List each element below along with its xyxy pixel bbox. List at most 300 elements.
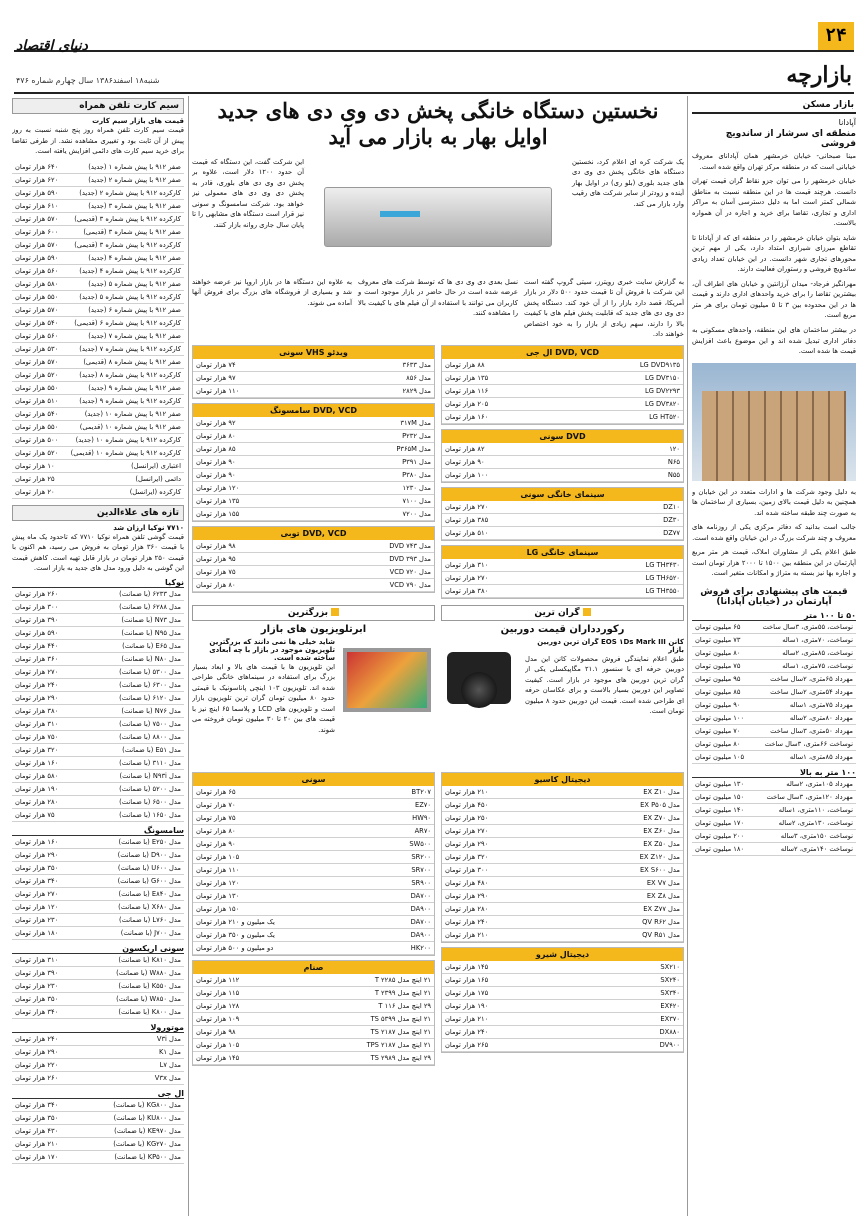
table-row <box>12 795 184 808</box>
item-name: مدل N۷۶ (با ضمانت) <box>84 704 184 717</box>
table-row <box>442 961 683 974</box>
table-row <box>692 842 856 855</box>
item-price: ۱۸۰ میلیون تومان <box>692 842 753 855</box>
table-row <box>442 837 683 850</box>
item-price: ۵۱۰ هزار تومان <box>12 394 63 407</box>
item-name: مدل N۹۵ (با ضمانت) <box>84 626 184 639</box>
item-price: ۵۶۰ هزار تومان <box>12 329 63 342</box>
table-heading: DVD, VCD توبی <box>193 527 434 540</box>
camera-photo <box>441 638 521 766</box>
item-name: مدل KP۵۰۰ (با ضمانت) <box>81 1150 184 1163</box>
item-name: HK۲۰۰ <box>375 941 434 954</box>
item-name: مدل QV R۵۱ <box>566 928 683 941</box>
table-row <box>692 711 856 724</box>
item-price: ۷۴ هزار تومان <box>193 359 335 372</box>
item-price: ۱۱۰ هزار تومان <box>193 863 375 876</box>
item-name: مدل ۲۸۲۹ <box>335 384 434 397</box>
item-name: مدل KE۹۷۰ (با ضمانت) <box>81 1124 184 1137</box>
item-name: مدل EX Z۱۰ <box>566 786 683 799</box>
item-name: مهرداد ۵۰متری، ۳سال ساخت <box>752 724 856 737</box>
feature-paragraph: طبق اعلام نمایندگی فروش محصولات کانن این مدل دوربین حرفه ای با سنسور ۲۱.۱ مگاپیکسلی یکی از گران ترین دوربین های موجود در بازار است. کیفیت تصاویر این دوربین بسیار بالاست و برای عکاسان حرفه ای طراحی شده است. قیمت این دوربین حدود ۸ میلیون تومان است. <box>525 654 684 716</box>
motorola-price-table <box>12 1033 184 1085</box>
item-name: SW۵۰۰ <box>375 837 434 850</box>
item-price: ۵۱۰ هزار تومان <box>442 526 606 539</box>
item-name: مهرداد ۵۴متری، ۲سال ساخت <box>752 685 856 698</box>
table-row <box>12 186 184 199</box>
table-row <box>12 329 184 342</box>
item-price: ۷۵۰ هزار تومان <box>12 730 84 743</box>
table-row <box>12 756 184 769</box>
housing-paragraph: طبق اعلام یکی از مشاوران املاک، قیمت هر متر مربع آپارتمان در این منطقه بین ۱۵۰۰ تا ۲۰۰۰ هزار تومان است و اجاره بها نیز بسته به متراژ و امکانات متغیر است. <box>692 548 856 578</box>
table-row <box>692 646 856 659</box>
item-price: ۵۲۰ هزار تومان <box>12 446 63 459</box>
table-row <box>12 381 184 394</box>
item-price: ۲۹۰ هزار تومان <box>12 691 84 704</box>
item-name: DZ۳۰ <box>606 513 683 526</box>
table-row <box>193 371 434 384</box>
table-row <box>12 836 184 849</box>
item-name: صفر ۹۱۲ با پیش شماره ۳ (قدیمی) <box>63 225 184 238</box>
table-row <box>193 417 434 430</box>
article-paragraph: نسل بعدی دی وی دی ها که توسط شرکت های معروف عرضه شده است در حال حاضر در بازار موجود است و کاربران می توانند با استفاده از آن فیلم های با کیفیت بالا را مشاهده کنند. <box>358 277 518 318</box>
item-price: ۲۲۰ هزار تومان <box>12 1058 116 1071</box>
item-price: ۱۵۵ هزار تومان <box>193 507 325 520</box>
item-name: کارکرده ۹۱۲ با پیش شماره ۳ (قدیمی) <box>63 238 184 251</box>
item-name: ۲۱ اینچ مدل T ۲۲۸۵ <box>292 974 434 987</box>
item-name: مدل U۶۰۰ (با ضمانت) <box>83 861 184 874</box>
table-row <box>692 724 856 737</box>
table-row <box>12 1137 184 1150</box>
item-name: مدل E۸۴۰ (با ضمانت) <box>83 887 184 900</box>
table-row <box>692 790 856 803</box>
item-price: ۱۶۰ هزار تومان <box>12 836 83 849</box>
item-price: ۲۳۰ هزار تومان <box>12 979 82 992</box>
table-row <box>12 485 184 498</box>
item-name: DA۷۰۰ <box>375 915 434 928</box>
feature-paragraph: این تلویزیون ها با قیمت های بالا و ابعاد بسیار بزرگ برای استفاده در سینماهای خانگی طراحی شده اند. تلویزیون ۱۰۳ اینچی پاناسونیک با قیمتی حدود ۸۰ میلیون تومان گران ترین تلویزیون بازار است و تلویزیون های LCD و پلاسما ۶۵ اینچ نیز با قیمت های بین ۲۰ تا ۳۰ میلیون تومان فروخته می شوند. <box>192 662 335 734</box>
item-name: مدل ۶۲۳۳ (با ضمانت) <box>84 588 184 601</box>
item-price: ۲۱۰ هزار تومان <box>12 1137 81 1150</box>
table-row <box>692 621 856 634</box>
sonyericsson-price-table <box>12 954 184 1019</box>
item-name: مدل VCD ۷۹۰ <box>311 578 434 591</box>
table-row <box>12 926 184 939</box>
item-name: ۱۲۰ <box>618 443 683 456</box>
item-name: مدل ۷۲۰۰ <box>325 507 434 520</box>
table-row <box>12 407 184 420</box>
item-name: EX۳۷۰ <box>599 1012 683 1025</box>
housing-paragraph: مینا صبحانی- خیابان خرمشهر همان آپادانای معروف خیابانی است که در منطقه مرکز تهران واقع شده است. <box>692 152 856 171</box>
item-name: EZ۷۰ <box>375 798 434 811</box>
item-price: ۲۷۰ هزار تومان <box>12 887 83 900</box>
item-name: مدل K۸۱۰ (با ضمانت) <box>82 954 184 967</box>
table-row <box>12 691 184 704</box>
table-row <box>193 494 434 507</box>
item-name: کارکرده ۹۱۲ با پیش شماره ۸ (جدید) <box>63 368 184 381</box>
item-price: ۵۹۰ هزار تومان <box>12 626 84 639</box>
table-row <box>12 861 184 874</box>
item-price: ۵۷۰ هزار تومان <box>12 238 63 251</box>
item-price: ۶۴۰ هزار تومان <box>12 161 63 174</box>
item-name: DX۸۸۰ <box>599 1025 683 1038</box>
price-table <box>442 961 683 1052</box>
item-name: اعتباری (ایرانسل) <box>63 459 184 472</box>
item-name: نوساخت، ۷۰متری، ۱ساله <box>752 633 856 646</box>
table-row <box>12 459 184 472</box>
item-name: مدل KU۸۰۰ (با ضمانت) <box>81 1111 184 1124</box>
item-name: LG TH۳۴۳۰ <box>574 559 683 572</box>
table-row <box>12 420 184 433</box>
lg-mobile-price-table <box>12 1099 184 1164</box>
item-price: ۲۴۰ هزار تومان <box>12 678 84 691</box>
table-row <box>193 837 434 850</box>
article-paragraph: این شرکت گفت، این دستگاه که قیمت آن حدود ۱۲۰۰ دلار است، علاوه بر پخش دی وی دی های بلوری، قادر به پخش دی وی دی های معمولی نیز خواهد بود. شرکت سامسونگ و سونی نیز قرار است دستگاه های مشابهی را تا پایان سال جاری روانه بازار کنند. <box>192 157 304 229</box>
item-name: DV۹۰۰ <box>599 1038 683 1051</box>
main-headline-line2: اوایل بهار به بازار می آید <box>328 124 548 150</box>
table-row <box>193 915 434 928</box>
item-name: کارکرده ۹۱۲ با پیش شماره ۷ (جدید) <box>63 342 184 355</box>
item-price: ۵۳۰ هزار تومان <box>12 342 63 355</box>
item-price: ۳۰۰ هزار تومان <box>12 600 84 613</box>
table-row <box>12 626 184 639</box>
table-row <box>12 290 184 303</box>
table-row <box>193 824 434 837</box>
table-row <box>193 1025 434 1038</box>
page-number: ۲۴ <box>818 22 854 50</box>
item-price: ۱۳۰ میلیون تومان <box>692 778 753 791</box>
item-price: ۲۵۰ هزار تومان <box>442 811 566 824</box>
item-price: ۵۴۰ هزار تومان <box>12 316 63 329</box>
item-price: ۲۶۰ هزار تومان <box>12 588 84 601</box>
brand-heading-nokia: نوکیا <box>12 578 184 588</box>
table-heading: سونی <box>193 773 434 786</box>
item-name: LG DV۳۸۲۰ <box>566 397 683 410</box>
item-name: مدل P۳۶۵M <box>325 442 434 455</box>
table-row <box>692 750 856 763</box>
header-rule-bottom <box>14 92 854 94</box>
table-row <box>442 397 683 410</box>
item-price: ۷۰ میلیون تومان <box>692 724 752 737</box>
housing-paragraph: به دلیل وجود شرکت ها و ادارات متعدد در این خیابان و همچنین به دلیل قیمت بالای زمین، بسیاری از ساختمان ها به صورت چند طبقه ساخته شده اند. <box>692 487 856 517</box>
item-price: ۱۰۵ میلیون تومان <box>692 750 752 763</box>
item-price: ۸۰ میلیون تومان <box>692 737 752 750</box>
housing-paragraph: خیابان خرمشهر را می توان جزو نقاط گران قیمت تهران دانست. هرچند قیمت ها در این منطقه نسبت به مناطق شمالی کمتر است اما به دلیل دسترسی آسان به مراکز اداری و تجاری، تقاضا برای خرید و اجاره در آن همواره بالاست. <box>692 177 856 228</box>
item-name: کارکرده ۹۱۲ با پیش شماره ۲ (جدید) <box>63 186 184 199</box>
item-price: ۹۲ هزار تومان <box>193 417 325 430</box>
item-price: ۱۳۰ هزار تومان <box>193 889 375 902</box>
table-row <box>442 584 683 597</box>
item-price: ۵۸۰ هزار تومان <box>12 769 84 782</box>
table-row <box>193 1038 434 1051</box>
item-price: ۱۱۶ هزار تومان <box>442 384 566 397</box>
table-row <box>193 811 434 824</box>
table-row <box>193 974 434 987</box>
table-row <box>12 887 184 900</box>
item-price: ۱۸۰ هزار تومان <box>12 926 83 939</box>
feature-camera <box>441 605 684 766</box>
item-price: ۷۵ میلیون تومان <box>692 659 752 672</box>
table-heading: صنام <box>193 961 434 974</box>
table-row <box>193 442 434 455</box>
item-name: نوساخت ۶۶متری، ۳سال ساخت <box>752 737 856 750</box>
item-price: ۲۶۵ هزار تومان <box>442 1038 599 1051</box>
item-price: ۲۹۰ هزار تومان <box>12 1045 116 1058</box>
item-name: ۲۹ اینچ مدل T ۱۱۶ <box>292 999 434 1012</box>
table-row <box>442 986 683 999</box>
table-row <box>442 973 683 986</box>
item-price: ۱۹۰ هزار تومان <box>12 782 84 795</box>
item-price: ۵۸۰ هزار تومان <box>12 277 63 290</box>
item-name: مدل KG۲۷۰ (با ضمانت) <box>81 1137 184 1150</box>
item-name: نوساخت ۱۴۰متری، ۲ساله <box>753 842 856 855</box>
column-divider <box>188 96 189 1216</box>
item-price: ۸۰ هزار تومان <box>193 824 375 837</box>
item-price: ۵۷۰ هزار تومان <box>12 303 63 316</box>
item-name: کارکرده ۹۱۲ با پیش شماره ۳ (قدیمی) <box>63 212 184 225</box>
item-price: ۳۶۰ هزار تومان <box>12 652 84 665</box>
item-price: ۵۹۰ هزار تومان <box>12 186 63 199</box>
item-name: مدل EX V۷ <box>566 876 683 889</box>
item-price: ۲۴۰ هزار تومان <box>442 1025 599 1038</box>
table-row <box>193 850 434 863</box>
item-name: مدل EX Z۷۷ <box>566 902 683 915</box>
item-name: SX۳۴۰ <box>599 986 683 999</box>
item-price: ۲۷۰ هزار تومان <box>442 501 606 514</box>
item-name: مدل ۱۶۵۰ (با ضمانت) <box>84 808 184 821</box>
item-price: ۳۵۰ هزار تومان <box>12 992 82 1005</box>
building-shape <box>702 391 846 481</box>
table-row <box>12 808 184 821</box>
item-name: مدل KG۸۰۰ (با ضمانت) <box>81 1099 184 1112</box>
item-name: DA۷۰۰ <box>375 889 434 902</box>
price-table <box>193 786 434 955</box>
item-price: ۱۲۰ هزار تومان <box>193 876 375 889</box>
item-name: صفر ۹۱۲ با پیش شماره ۶ (جدید) <box>63 303 184 316</box>
item-price: ۲۰ هزار تومان <box>12 485 63 498</box>
item-price: ۲۰۰ میلیون تومان <box>692 829 753 842</box>
item-name: ۲۱ اینچ مدل TS ۲۱۸۷ <box>292 1025 434 1038</box>
item-price: ۱۰۰ میلیون تومان <box>692 711 752 724</box>
item-price: ۱۹۰ هزار تومان <box>442 999 599 1012</box>
price-table <box>193 540 434 592</box>
item-name: SR۷۰۰ <box>375 863 434 876</box>
table-row <box>12 316 184 329</box>
item-name: نوساخت، ۱۳۰متری، ۲ساله <box>753 816 856 829</box>
table-row <box>692 829 856 842</box>
table-row <box>442 559 683 572</box>
table-row <box>692 737 856 750</box>
item-price: ۲۳۰ هزار تومان <box>12 913 83 926</box>
item-price: ۶۰۰ هزار تومان <box>12 225 63 238</box>
tag-icon <box>583 608 591 616</box>
table-row <box>193 540 434 553</box>
feature-subtitle: کانن EOS ۱Ds Mark III گران ترین دوربین بازار <box>537 637 684 654</box>
item-price: ۱۲۰ هزار تومان <box>193 481 325 494</box>
item-price: ۳۲۰ هزار تومان <box>442 850 566 863</box>
item-name: مدل ۵۳۰۰ (با ضمانت) <box>84 665 184 678</box>
sim-price-table <box>12 161 184 499</box>
nokia-price-table <box>12 588 184 822</box>
item-price: یک میلیون و ۳۵۰ هزار تومان <box>193 928 375 941</box>
item-price: ۹۰ هزار تومان <box>442 455 618 468</box>
table-row <box>692 803 856 816</box>
item-name: ۲۱ اینچ مدل T ۲۳۹۹ <box>292 986 434 999</box>
dateline: شنبه۱۸ اسفند۱۳۸۶ سال چهارم شماره ۴۷۶ <box>16 76 160 85</box>
item-name: DZ۱۰ <box>606 501 683 514</box>
item-name: LG HT۵۲۰ <box>566 410 683 423</box>
table-row <box>12 161 184 174</box>
table-heading: دیجیتال کاسیو <box>442 773 683 786</box>
item-name: LG TH۶۵۲۰ <box>574 571 683 584</box>
item-name: مهرداد ۸۰متری، ۲ساله <box>752 711 856 724</box>
table-row <box>12 1033 184 1046</box>
item-name: مهرداد ۸۵متری، ۱ساله <box>752 750 856 763</box>
table-row <box>442 928 683 941</box>
table-row <box>12 173 184 186</box>
item-price: ۱۰۵ هزار تومان <box>193 850 375 863</box>
table-row <box>442 902 683 915</box>
item-price: ۲۴۰ هزار تومان <box>442 915 566 928</box>
item-name: صفر ۹۱۲ با پیش شماره ۴ (جدید) <box>63 251 184 264</box>
item-name: مدل EX P۵۰۵ <box>566 798 683 811</box>
item-name: مدل W۸۸۰ (با ضمانت) <box>82 966 184 979</box>
item-name: نوساخت، ۸۵متری، ۲ساله <box>752 646 856 659</box>
table-row <box>12 303 184 316</box>
item-price: ۱۷۰ هزار تومان <box>12 1150 81 1163</box>
table-row <box>442 850 683 863</box>
item-name: صفر ۹۱۲ با پیش شماره ۳ (جدید) <box>63 199 184 212</box>
table-row <box>692 778 856 791</box>
item-name: مدل ۶۲۸۸ (با ضمانت) <box>84 600 184 613</box>
item-price: ۲۹۰ هزار تومان <box>442 837 566 850</box>
item-name: EX۴۲۰ <box>599 999 683 1012</box>
header-rule <box>14 50 854 52</box>
item-price: ۹۷ هزار تومان <box>193 371 335 384</box>
item-price: ۱۴۵ هزار تومان <box>442 961 599 974</box>
table-row <box>12 900 184 913</box>
item-name: مدل EX Z۵۰ <box>566 837 683 850</box>
item-price: دو میلیون و ۵۰۰ هزار تومان <box>193 941 375 954</box>
table-row <box>12 966 184 979</box>
item-name: مدل ۸۵۶ <box>335 371 434 384</box>
item-name: مدل ۸۸۰۰ (با ضمانت) <box>84 730 184 743</box>
item-name: مدل N۷۳ (با ضمانت) <box>84 613 184 626</box>
item-price: ۳۵۰ هزار تومان <box>12 1111 81 1124</box>
table-row <box>12 954 184 967</box>
item-name: LG DV۳۱۵۰ <box>566 371 683 384</box>
item-price: ۹۸ هزار تومان <box>193 1025 292 1038</box>
mobile-news-subheading: ۷۷۱۰ نوکیا ارزان شد <box>113 523 184 532</box>
item-name: مدل D۹۰۰ (با ضمانت) <box>83 848 184 861</box>
item-name: کارکرده ۹۱۲ با پیش شماره ۱۰ (قدیمی) <box>63 446 184 459</box>
price-table <box>193 417 434 521</box>
table-row <box>12 433 184 446</box>
table-row <box>442 824 683 837</box>
item-price: ۳۵۰ هزار تومان <box>12 861 83 874</box>
table-row <box>12 277 184 290</box>
item-name: مدل DVD ۷۴۳ <box>311 540 434 553</box>
apartment-group-title: ۵۰ تا ۱۰۰ متر <box>692 611 856 621</box>
table-row <box>442 798 683 811</box>
table-row <box>12 717 184 730</box>
table-row <box>12 1005 184 1018</box>
building-photo <box>692 363 856 481</box>
table-row <box>442 863 683 876</box>
item-name: کارکرده ۹۱۲ با پیش شماره ۶ (قدیمی) <box>63 316 184 329</box>
item-name: SR۹۰۰ <box>375 876 434 889</box>
table-row <box>12 782 184 795</box>
item-price: ۶۵ هزار تومان <box>193 786 375 799</box>
item-name: مدل EX S۶۰۰ <box>566 863 683 876</box>
table-row <box>442 571 683 584</box>
item-name: LG TH۳۵۵۰ <box>574 584 683 597</box>
item-price: ۸۰ هزار تومان <box>193 429 325 442</box>
table-row <box>12 613 184 626</box>
table-row <box>12 913 184 926</box>
item-price: ۲۱۰ هزار تومان <box>442 786 566 799</box>
tv-photo <box>339 638 435 766</box>
item-price: ۲۶۰ هزار تومان <box>12 1071 116 1084</box>
item-price: ۱۰ هزار تومان <box>12 459 63 472</box>
feature-tv <box>192 605 435 766</box>
table-row <box>12 848 184 861</box>
item-name: مدل EX Z۱۲۰ <box>566 850 683 863</box>
item-name: کارکرده (ایرانسل) <box>63 485 184 498</box>
apartment-price-table <box>692 621 856 764</box>
item-price: ۵۷۰ هزار تومان <box>12 355 63 368</box>
table-row <box>12 212 184 225</box>
item-price: ۷۳ میلیون تومان <box>692 633 752 646</box>
item-price: ۳۰۰ هزار تومان <box>442 863 566 876</box>
feature-heading: گران ترین <box>441 605 684 621</box>
table-row <box>442 1025 683 1038</box>
table-row <box>692 685 856 698</box>
item-price: ۳۸۰ هزار تومان <box>12 704 84 717</box>
item-name: صفر ۹۱۲ با پیش شماره ۸ (قدیمی) <box>63 355 184 368</box>
item-price: ۹۰ هزار تومان <box>193 455 325 468</box>
item-price: ۳۲۰ هزار تومان <box>12 743 84 756</box>
table-heading: سینمای خانگی LG <box>442 546 683 559</box>
table-row <box>12 1099 184 1112</box>
item-name: نوساخت، ۷۵متری، ۱ساله <box>752 659 856 672</box>
item-price: ۶۵ میلیون تومان <box>692 621 752 634</box>
table-row <box>193 468 434 481</box>
price-table <box>442 501 683 540</box>
housing-paragraph: شاید بتوان خیابان خرمشهر را در منطقه ای که از آپادانا تا تقاطع میرزای شیرازی امتداد دارد، یکی از مهم ترین محورهای تجاری شهر دانست. در این خیابان تعداد زیادی ساندویچ فروشی و رستوران فعالیت دارند. <box>692 233 856 274</box>
item-name: مدل K۱ <box>116 1045 184 1058</box>
table-row <box>442 526 683 539</box>
item-name: مدل EX Z۶۰ <box>566 824 683 837</box>
item-price: ۱۴۵ هزار تومان <box>193 1051 292 1064</box>
item-price: ۱۴۰ میلیون تومان <box>692 803 753 816</box>
item-name: کارکرده ۹۱۲ با پیش شماره ۱۰ (جدید) <box>63 433 184 446</box>
item-price: ۹۸ هزار تومان <box>193 540 311 553</box>
item-price: ۱۰۵ هزار تومان <box>193 1038 292 1051</box>
table-row <box>12 1111 184 1124</box>
table-row <box>193 1051 434 1064</box>
item-price: ۲۱۰ هزار تومان <box>442 928 566 941</box>
table-row <box>12 199 184 212</box>
item-price: ۸۰ میلیون تومان <box>692 646 752 659</box>
item-name: مهرداد ۱۲۰متری، ۳سال ساخت <box>753 790 856 803</box>
item-price: ۲۹۰ هزار تومان <box>442 889 566 902</box>
item-price: ۱۰۹ هزار تومان <box>193 1012 292 1025</box>
item-name: مدل EX Z۷۰ <box>566 811 683 824</box>
table-row <box>12 1124 184 1137</box>
table-row <box>442 443 683 456</box>
table-row <box>193 578 434 591</box>
apartment-price-table <box>692 778 856 856</box>
